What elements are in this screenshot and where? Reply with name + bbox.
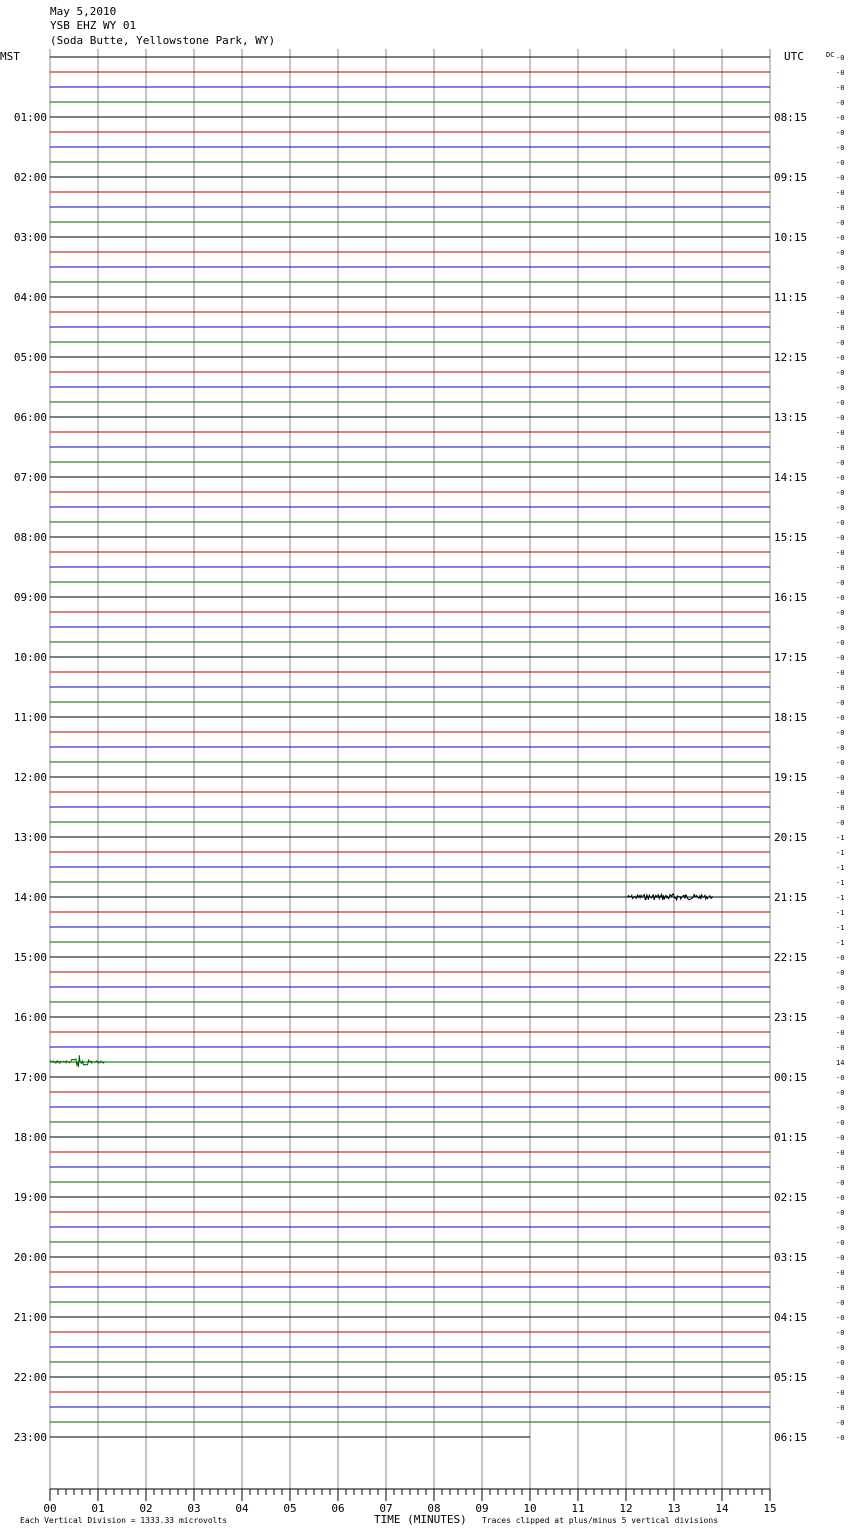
dc-offset-label: -0 (836, 309, 845, 317)
mst-hour-label: 04:00 (13, 291, 47, 304)
dc-offset-label: -0 (836, 684, 845, 692)
dc-offset-label: -0 (836, 1074, 845, 1082)
dc-offset-label: -0 (836, 474, 845, 482)
dc-offset-label: -0 (836, 669, 845, 677)
x-axis-group (43, 1489, 776, 1515)
dc-offset-label: -0 (836, 144, 845, 152)
dc-offset-label: -0 (836, 1224, 845, 1232)
utc-hour-label: 16:15 (774, 591, 808, 604)
dc-offset-label: -1 (836, 894, 845, 902)
utc-hour-label: 14:15 (774, 471, 808, 484)
dc-offset-label: -0 (836, 1404, 845, 1412)
dc-offset-label: -1 (836, 834, 845, 842)
dc-offset-label: -0 (836, 204, 845, 212)
dc-offset-label: -0 (836, 999, 845, 1007)
mst-hour-label: 05:00 (13, 351, 47, 364)
x-tick-label: 08 (427, 1502, 441, 1515)
dc-offset-label: -0 (836, 1179, 845, 1187)
mst-hour-label: 12:00 (13, 771, 47, 784)
dc-offset-label: -0 (836, 729, 845, 737)
dc-offset-label: -0 (836, 1164, 845, 1172)
dc-offset-label: -1 (836, 909, 845, 917)
mst-hour-label: 07:00 (13, 471, 47, 484)
dc-offset-label: -0 (836, 339, 845, 347)
x-tick-label: 11 (571, 1502, 585, 1515)
dc-offset-label: -0 (836, 549, 845, 557)
dc-offset-label: -0 (836, 1134, 845, 1142)
dc-offset-label: -0 (836, 1149, 845, 1157)
dc-offset-label: -0 (836, 279, 845, 287)
dc-offset-label: -0 (836, 84, 845, 92)
dc-offset-label: -0 (836, 1269, 845, 1277)
dc-offset-label: -0 (836, 594, 845, 602)
dc-offset-label: -0 (836, 324, 845, 332)
x-tick-label: 13 (667, 1502, 681, 1515)
x-tick-label: 00 (43, 1502, 57, 1515)
dc-group (836, 54, 844, 1442)
utc-hour-label: 19:15 (774, 771, 808, 784)
trace-group (50, 57, 770, 1437)
dc-offset-label: -0 (836, 1284, 845, 1292)
mst-hour-label: 03:00 (13, 231, 47, 244)
dc-offset-label: -0 (836, 744, 845, 752)
dc-offset-label: -0 (836, 114, 845, 122)
x-tick-label: 04 (235, 1502, 249, 1515)
mst-hour-label: 13:00 (13, 831, 47, 844)
header-date: May 5,2010 (50, 5, 117, 18)
utc-hour-label: 17:15 (774, 651, 808, 664)
dc-offset-label: -0 (836, 699, 845, 707)
dc-offset-label: -0 (836, 1344, 845, 1352)
dc-offset-label: -0 (836, 1299, 845, 1307)
utc-hour-label: 05:15 (774, 1371, 808, 1384)
utc-hour-label: 00:15 (774, 1071, 808, 1084)
mst-hour-label: 16:00 (13, 1011, 47, 1024)
dc-offset-label: -0 (836, 489, 845, 497)
dc-offset-label: -0 (836, 234, 845, 242)
dc-offset-label: -1 (836, 849, 845, 857)
utc-hour-label: 12:15 (774, 351, 808, 364)
x-tick-label: 09 (475, 1502, 489, 1515)
dc-offset-label: -0 (836, 444, 845, 452)
dc-offset-label: -0 (836, 969, 845, 977)
dc-offset-label: -0 (836, 99, 845, 107)
dc-offset-label: -0 (836, 564, 845, 572)
mst-hour-label: 21:00 (13, 1311, 47, 1324)
dc-offset-label: -0 (836, 639, 845, 647)
utc-hour-label: 09:15 (774, 171, 808, 184)
dc-offset-label: -0 (836, 714, 845, 722)
dc-offset-label: -0 (836, 1314, 845, 1322)
dc-offset-label: -0 (836, 159, 845, 167)
dc-offset-label: -0 (836, 219, 845, 227)
x-tick-label: 02 (139, 1502, 153, 1515)
dc-offset-label: -1 (836, 879, 845, 887)
dc-offset-label: -0 (836, 1194, 845, 1202)
dc-label: DC (826, 51, 835, 59)
seismic-event-trace (50, 1055, 105, 1067)
dc-offset-label: -0 (836, 579, 845, 587)
utc-hour-label: 22:15 (774, 951, 808, 964)
dc-offset-label: -0 (836, 954, 845, 962)
x-tick-label: 14 (715, 1502, 729, 1515)
event-group (50, 894, 712, 1067)
dc-offset-label: -0 (836, 504, 845, 512)
dc-offset-label: -0 (836, 264, 845, 272)
x-tick-label: 01 (91, 1502, 105, 1515)
mst-hour-label: 19:00 (13, 1191, 47, 1204)
dc-offset-label: -0 (836, 1209, 845, 1217)
dc-offset-label: -0 (836, 369, 845, 377)
dc-offset-label: -0 (836, 1044, 845, 1052)
dc-offset-label: -0 (836, 414, 845, 422)
dc-offset-label: -0 (836, 1119, 845, 1127)
x-tick-label: 07 (379, 1502, 393, 1515)
dc-offset-label: -1 (836, 939, 845, 947)
utc-hour-label: 13:15 (774, 411, 808, 424)
dc-offset-label: -0 (836, 54, 845, 62)
dc-offset-label: -0 (836, 609, 845, 617)
utc-hour-label: 23:15 (774, 1011, 808, 1024)
dc-offset-label: -1 (836, 924, 845, 932)
mst-hour-label: 06:00 (13, 411, 47, 424)
x-tick-label: 10 (523, 1502, 537, 1515)
mst-hour-label: 01:00 (13, 111, 47, 124)
dc-offset-label: -0 (836, 819, 845, 827)
dc-offset-label: -0 (836, 774, 845, 782)
utc-hour-label: 03:15 (774, 1251, 808, 1264)
dc-offset-label: -0 (836, 804, 845, 812)
utc-hour-label: 08:15 (774, 111, 808, 124)
mst-hour-label: 20:00 (13, 1251, 47, 1264)
utc-hour-label: 20:15 (774, 831, 808, 844)
mst-hour-label: 17:00 (13, 1071, 47, 1084)
dc-offset-label: -1 (836, 864, 845, 872)
mst-hour-label: 11:00 (13, 711, 47, 724)
utc-hour-label: 15:15 (774, 531, 808, 544)
mst-hour-label: 22:00 (13, 1371, 47, 1384)
dc-offset-label: -0 (836, 1434, 845, 1442)
utc-hour-label: 11:15 (774, 291, 808, 304)
utc-hour-label: 21:15 (774, 891, 808, 904)
dc-offset-label: -0 (836, 1329, 845, 1337)
left-axis-label: MST (0, 50, 20, 63)
x-tick-label: 12 (619, 1502, 633, 1515)
dc-offset-label: -0 (836, 624, 845, 632)
mst-hour-label: 10:00 (13, 651, 47, 664)
dc-offset-label: -0 (836, 249, 845, 257)
footer-left-note: Each Vertical Division = 1333.33 microvolts (20, 1516, 228, 1525)
dc-offset-label: -0 (836, 1239, 845, 1247)
x-tick-label: 05 (283, 1502, 297, 1515)
dc-offset-label: -0 (836, 354, 845, 362)
dc-offset-label: -0 (836, 1389, 845, 1397)
dc-offset-label: -0 (836, 294, 845, 302)
dc-offset-label: -0 (836, 1029, 845, 1037)
dc-offset-label: -0 (836, 1254, 845, 1262)
dc-offset-label: -0 (836, 384, 845, 392)
utc-hour-label: 02:15 (774, 1191, 808, 1204)
dc-offset-label: -0 (836, 984, 845, 992)
mst-hour-label: 15:00 (13, 951, 47, 964)
seismic-event-trace (626, 894, 712, 900)
dc-offset-label: -0 (836, 459, 845, 467)
utc-hour-label: 06:15 (774, 1431, 808, 1444)
dc-offset-label: -0 (836, 759, 845, 767)
utc-hour-label: 18:15 (774, 711, 808, 724)
x-tick-label: 15 (763, 1502, 777, 1515)
right-axis-label: UTC (784, 50, 804, 63)
dc-offset-label: -0 (836, 1089, 845, 1097)
mst-hour-label: 18:00 (13, 1131, 47, 1144)
mst-hour-label: 02:00 (13, 171, 47, 184)
mst-hour-label: 14:00 (13, 891, 47, 904)
dc-offset-label: -0 (836, 1419, 845, 1427)
dc-offset-label: -0 (836, 189, 845, 197)
dc-offset-label: -0 (836, 789, 845, 797)
utc-hour-label: 04:15 (774, 1311, 808, 1324)
dc-offset-label: -0 (836, 1014, 845, 1022)
mst-hour-label: 09:00 (13, 591, 47, 604)
mst-hour-label: 23:00 (13, 1431, 47, 1444)
header-station: YSB EHZ WY 01 (50, 19, 137, 32)
dc-offset-label: -0 (836, 174, 845, 182)
grid-group (50, 49, 770, 1497)
x-axis-title: TIME (MINUTES) (374, 1513, 467, 1526)
dc-offset-label: -0 (836, 1374, 845, 1382)
utc-hour-label: 10:15 (774, 231, 808, 244)
dc-offset-label: -0 (836, 399, 845, 407)
header-location: (Soda Butte, Yellowstone Park, WY) (50, 34, 276, 47)
dc-offset-label: -0 (836, 429, 845, 437)
dc-offset-label: -0 (836, 1359, 845, 1367)
footer-right-note: Traces clipped at plus/minus 5 vertical divisions (482, 1516, 719, 1525)
mst-hour-label: 08:00 (13, 531, 47, 544)
dc-offset-label: -0 (836, 69, 845, 77)
dc-offset-label: -0 (836, 129, 845, 137)
dc-offset-label: 14 (836, 1059, 845, 1067)
dc-offset-label: -0 (836, 519, 845, 527)
x-tick-label: 06 (331, 1502, 345, 1515)
dc-offset-label: -0 (836, 654, 845, 662)
utc-hour-label: 01:15 (774, 1131, 808, 1144)
dc-offset-label: -0 (836, 1104, 845, 1112)
dc-offset-label: -0 (836, 534, 845, 542)
x-tick-label: 03 (187, 1502, 201, 1515)
